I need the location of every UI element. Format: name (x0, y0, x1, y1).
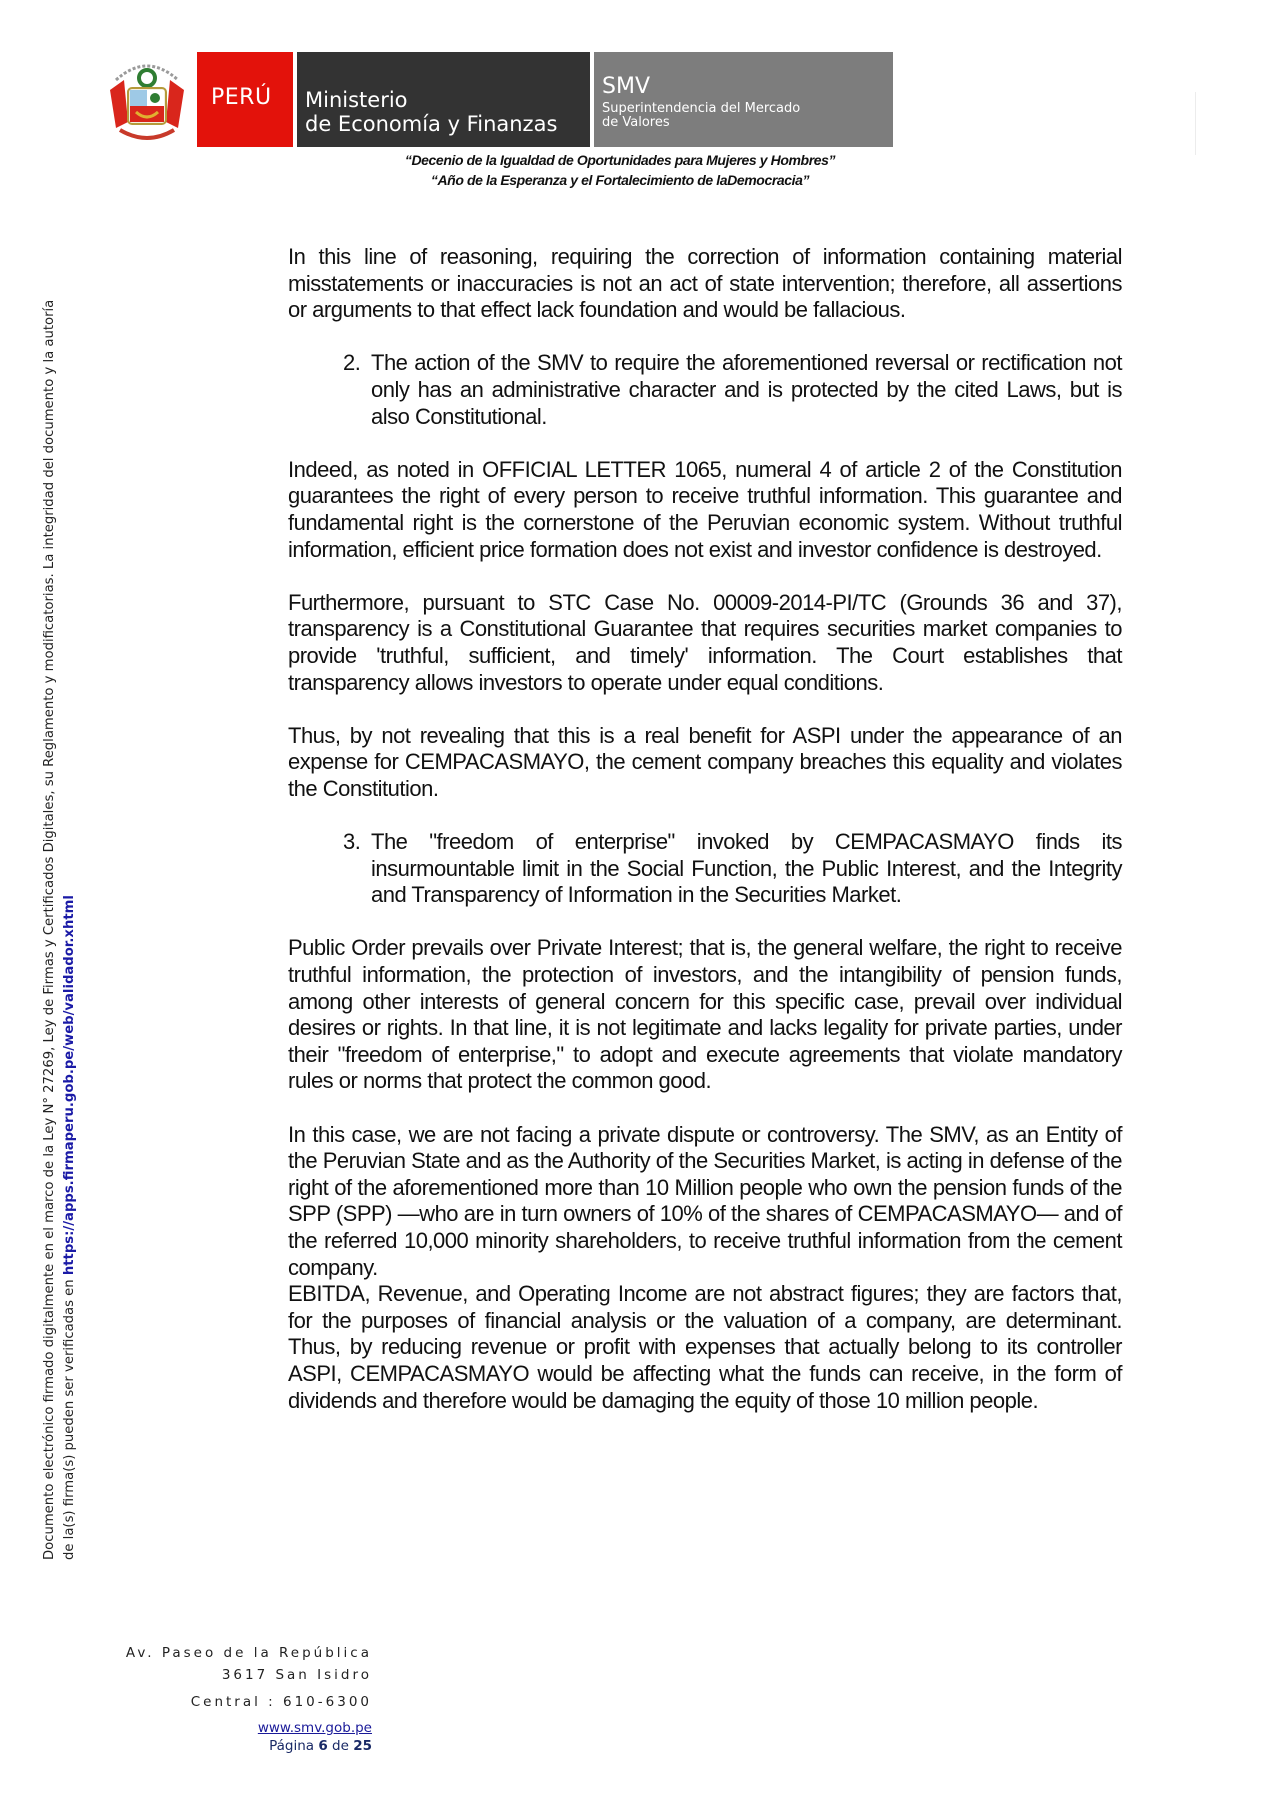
paragraph: Furthermore, pursuant to STC Case No. 00009-2014-PI/TC (Grounds 36 and 37), transparency is a Constitutional Guarantee that requires securities market companies to provide 'truthful, sufficient, and timely' information. The Court establishes that transparency allows investors to operate under equal conditions. (288, 589, 1122, 695)
list-item-3: 3. The "freedom of enterprise" invoked by CEMPACASMAYO finds its insurmountable limit in the Social Function, the Public Interest, and the Integrity and Transparency of Information in the Securities Market. (366, 829, 1122, 909)
numbered-list (288, 350, 1122, 430)
paragraph: Indeed, as noted in OFFICIAL LETTER 1065, numeral 4 of article 2 of the Constitution guarantees the right of every person to receive truthful information. This guarantee and fundamental right is the cornerstone of the Peruvian economic system. Without truthful information, efficient price formation does not exist and investor confidence is destroyed. (288, 456, 1122, 562)
peru-coat-of-arms-icon (106, 50, 188, 148)
smv-line2: de Valores (602, 115, 670, 130)
paragraph: Public Order prevails over Private Interest; that is, the general welfare, the right to receive truthful information, the protection of investors, and the intangibility of pension funds, among other interests of general concern for this specific case, prevail over individual desires or rights. In that line, it is not legitimate and lacks legality for private parties, under their "freedom of enterprise," to adopt and execute agreements that violate mandatory rules or norms that protect the common good. (288, 935, 1122, 1094)
signature-notice-line1: Documento electrónico firmado digitalmente en el marco de la Ley N° 27269, Ley de Firmas y Certificados Digitales, su Reglamento y modificatorias. La integridad del documento y la autoría (42, 299, 57, 1560)
peru-brand-box (197, 52, 293, 147)
peru-label: PERÚ (211, 85, 272, 110)
numbered-list (288, 829, 1122, 909)
paragraph: In this case, we are not facing a private dispute or controversy. The SMV, as an Entity of the Peruvian State and as the Authority of the Securities Market, is acting in defense of the right of the aforementioned more than 10 Million people who own the pension funds of the SPP (SPP) —who are in turn owners of 10% of the shares of CEMPACASMAYO— and of the referred 10,000 minority shareholders, to receive truthful information from the cement company. (288, 1121, 1123, 1280)
smv-title: SMV (602, 74, 650, 99)
margin-divider (1195, 92, 1196, 155)
page-of: de (332, 1738, 349, 1754)
address-line1: Av. Paseo de la República (125, 1645, 372, 1661)
address-line2: 3617 San Isidro (221, 1667, 372, 1683)
signature-notice-line2: de la(s) firma(s) pueden ser verificadas en (62, 1275, 77, 1560)
validator-link[interactable]: https://apps.firmaperu.gob.pe/web/validador.xhtml (62, 895, 77, 1276)
smv-line1: Superintendencia del Mercado (602, 101, 801, 116)
document-body (288, 244, 1122, 1441)
page-number (100, 1738, 372, 1754)
tagline-decade: “Decenio de la Igualdad de Oportunidades para Mujeres y Hombres” (404, 152, 836, 168)
page-footer (100, 1642, 372, 1754)
website-link[interactable]: www.smv.gob.pe (257, 1720, 372, 1736)
page-total: 25 (353, 1738, 372, 1754)
ministry-brand-box (297, 52, 590, 147)
central-phone: Central : 610-6300 (190, 1694, 372, 1710)
list-item-2: 2. The action of the SMV to require the aforementioned reversal or rectification not only has an administrative character and is protected by the cited Laws, but is also Constitutional. (366, 350, 1122, 430)
page-label: Página (269, 1738, 315, 1754)
page-current: 6 (318, 1738, 328, 1754)
ministry-line1: Ministerio (305, 88, 408, 112)
paragraph: EBITDA, Revenue, and Operating Income are not abstract figures; they are factors that, for the purposes of financial analysis or the valuation of a company, are determinant. Thus, by reducing revenue or profit with expenses that actually belong to its controller ASPI, CEMPACASMAYO would be affecting what the funds can receive, in the form of dividends and therefore would be damaging the equity of those 10 million people. (288, 1281, 1122, 1413)
smv-brand-box (594, 52, 893, 147)
digital-signature-notice (40, 300, 80, 1560)
tagline-year: “Año de la Esperanza y el Fortalecimiento de laDemocracia” (430, 172, 810, 188)
ministry-line2: de Economía y Finanzas (305, 112, 558, 136)
paragraph: In this line of reasoning, requiring the correction of information containing material misstatements or inaccuracies is not an act of state intervention; therefore, all assertions or arguments to that effect lack foundation and would be fallacious. (288, 244, 1122, 323)
paragraph: Thus, by not revealing that this is a real benefit for ASPI under the appearance of an expense for CEMPACASMAYO, the cement company breaches this equality and violates the Constitution. (288, 722, 1122, 801)
